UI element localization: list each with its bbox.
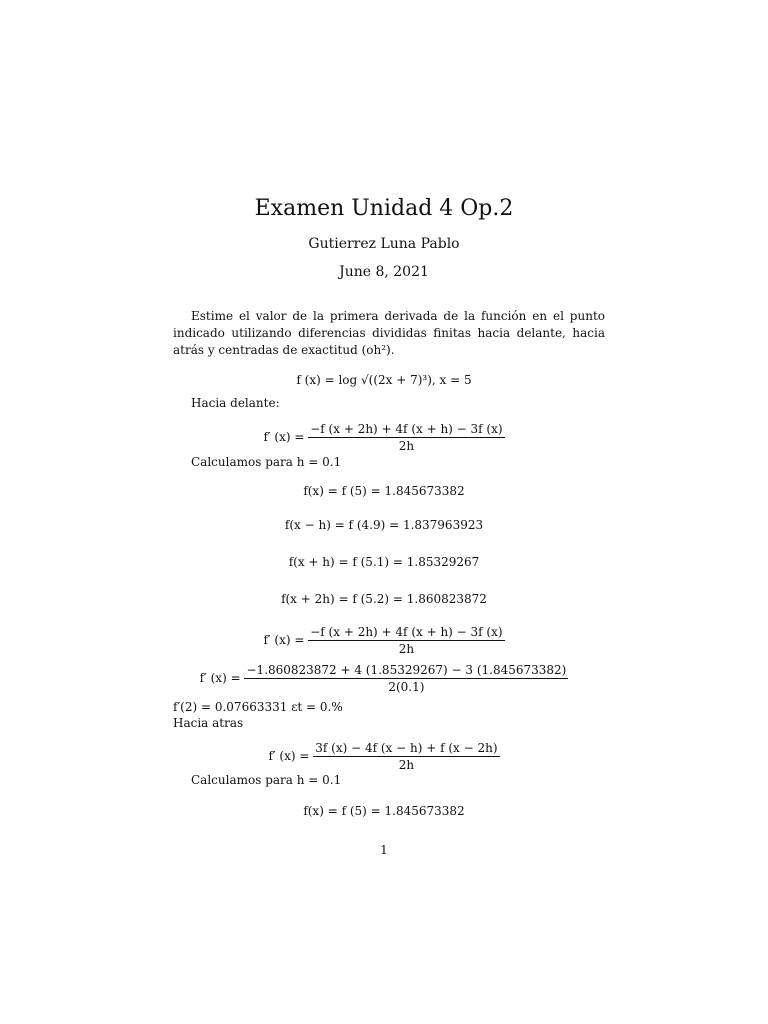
forward-fraction [308,422,504,453]
substitution-fraction [244,663,568,694]
backward-formula-lhs: f′ (x) = [268,749,310,763]
forward-numerator: −f (x + 2h) + 4f (x + h) − 3f (x) [310,422,503,436]
document-author: Gutierrez Luna Pablo [308,236,460,252]
backward-numerator: 3f (x) − 4f (x − h) + f (x − 2h) [315,741,498,755]
forward-formula [0,422,768,453]
forward-formula-lhs: f′ (x) = [263,430,305,444]
substitution-formula [0,663,768,694]
eval-fx-plus-2h: f(x + 2h) = f (5.2) = 1.860823872 [281,592,487,606]
substitution-denominator: 2(0.1) [388,680,425,694]
forward-formula-lhs-repeat: f′ (x) = [263,633,305,647]
intro-line-1: Estime el valor de la primera derivada de la función en el punto indicado [173,309,605,340]
intro-line-2: utilizando diferencias divididas finitas hacia delante, hacia atrás y centradas de [173,326,605,357]
document-title: Examen Unidad 4 Op.2 [254,196,514,221]
eval-fx: f(x) = f (5) = 1.845673382 [303,484,465,498]
backward-fraction [313,741,499,772]
forward-denominator-repeat: 2h [398,642,415,656]
result-line: f′(2) = 0.07663331 εt = 0.% [173,700,343,714]
document-date: June 8, 2021 [339,264,429,280]
substitution-numerator: −1.860823872 + 4 (1.85329267) − 3 (1.845673382) [246,663,567,677]
problem-statement [173,308,605,359]
forward-fraction-repeat [308,625,504,656]
substitution-lhs: f′ (x) = [199,671,241,685]
function-equation: f (x) = log √((2x + 7)³), x = 5 [296,373,472,387]
page-number: 1 [380,843,388,857]
eval-fx-plus-h: f(x + h) = f (5.1) = 1.85329267 [288,555,480,569]
calc-label: Calculamos para h = 0.1 [191,455,342,469]
backward-formula [0,741,768,772]
backward-label: Hacia atras [173,716,244,730]
forward-formula-repeat [0,625,768,656]
intro-line-3: exactitud (oh²). [301,343,395,357]
forward-numerator-repeat: −f (x + 2h) + 4f (x + h) − 3f (x) [310,625,503,639]
eval-fx-minus-h: f(x − h) = f (4.9) = 1.837963923 [284,518,484,532]
backward-denominator: 2h [398,758,415,772]
calc-label-2: Calculamos para h = 0.1 [191,773,342,787]
forward-denominator: 2h [398,439,415,453]
eval-fx-2: f(x) = f (5) = 1.845673382 [303,804,465,818]
forward-label: Hacia delante: [191,396,280,410]
